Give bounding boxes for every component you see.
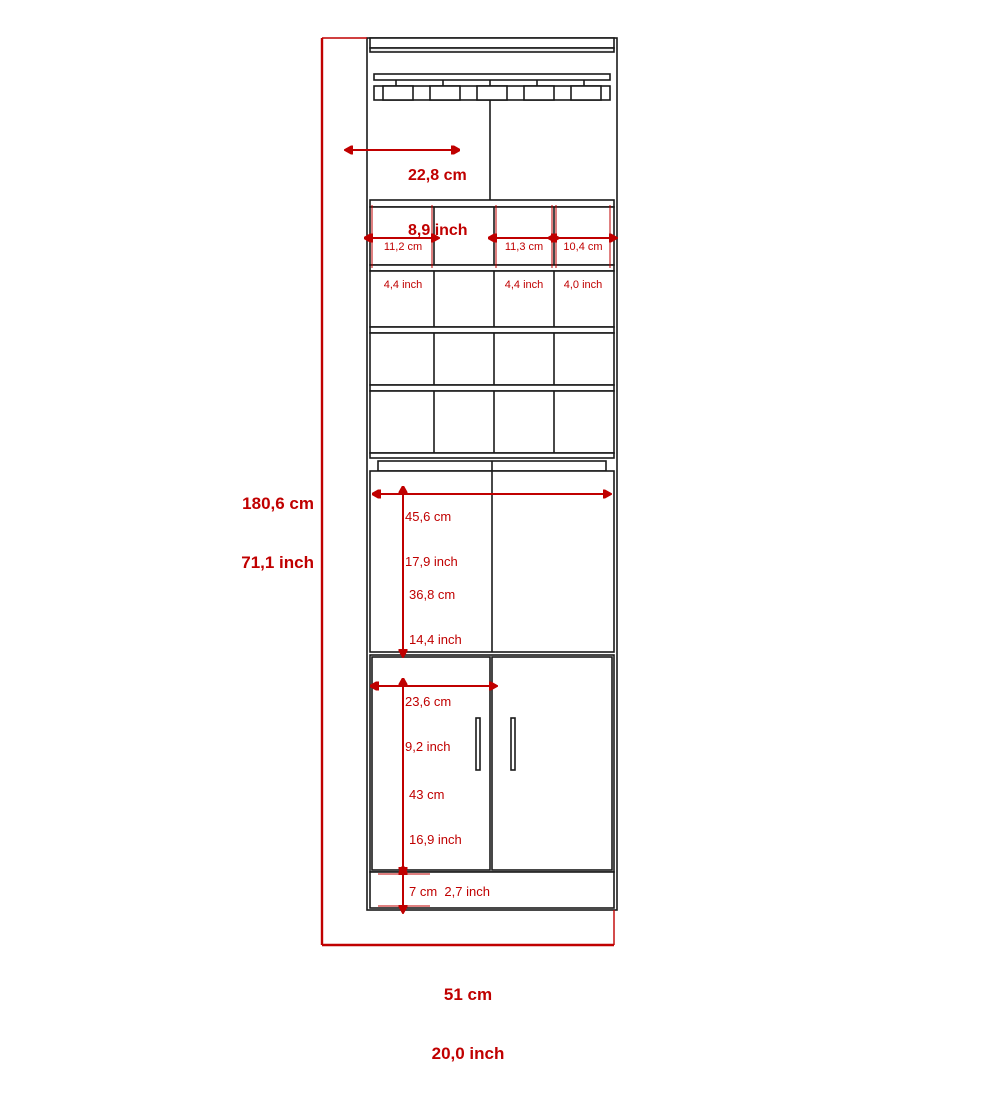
label-overall-width xyxy=(408,946,528,1102)
label-door-height xyxy=(409,758,519,878)
label-middle-cubby-inch: 4,4 inch xyxy=(504,279,544,292)
label-right-cubby-inch: 4,0 inch xyxy=(563,279,603,292)
label-door-height-cm: 43 cm xyxy=(409,786,445,802)
cabinet-top-cap-shadow xyxy=(370,48,614,52)
label-top-shelf-cm: 22,8 cm xyxy=(408,166,467,184)
label-base-height: 7 cm 2,7 inch xyxy=(409,884,490,899)
label-overall-height-cm: 180,6 cm xyxy=(242,494,314,514)
label-overall-width-cm: 51 cm xyxy=(443,985,493,1005)
label-door-width-inch: 9,2 inch xyxy=(405,738,451,754)
label-middle-cubby-width xyxy=(495,216,553,317)
label-open-shelf-height xyxy=(409,558,529,678)
label-left-cubby-inch: 4,4 inch xyxy=(383,279,423,292)
stemware-rack xyxy=(374,74,610,100)
label-open-shelf-width-inch: 17,9 inch xyxy=(405,553,458,569)
label-middle-cubby-cm: 11,3 cm xyxy=(504,241,544,254)
label-left-cubby-cm: 11,2 cm xyxy=(383,241,423,254)
cabinet-top-cap xyxy=(370,38,614,48)
label-open-shelf-height-inch: 14,4 inch xyxy=(409,631,462,647)
label-overall-height xyxy=(198,455,314,611)
label-door-width-cm: 23,6 cm xyxy=(405,693,452,709)
label-open-shelf-height-cm: 36,8 cm xyxy=(409,586,456,602)
label-overall-height-inch: 71,1 inch xyxy=(241,552,314,572)
label-door-height-inch: 16,9 inch xyxy=(409,831,462,847)
label-top-shelf-inch: 8,9 inch xyxy=(408,221,468,239)
label-open-shelf-width-cm: 45,6 cm xyxy=(405,508,452,524)
label-right-cubby-width xyxy=(555,216,611,317)
label-right-cubby-cm: 10,4 cm xyxy=(563,241,603,254)
label-left-cubby-width xyxy=(373,216,433,317)
label-overall-width-inch: 20,0 inch xyxy=(431,1043,505,1063)
